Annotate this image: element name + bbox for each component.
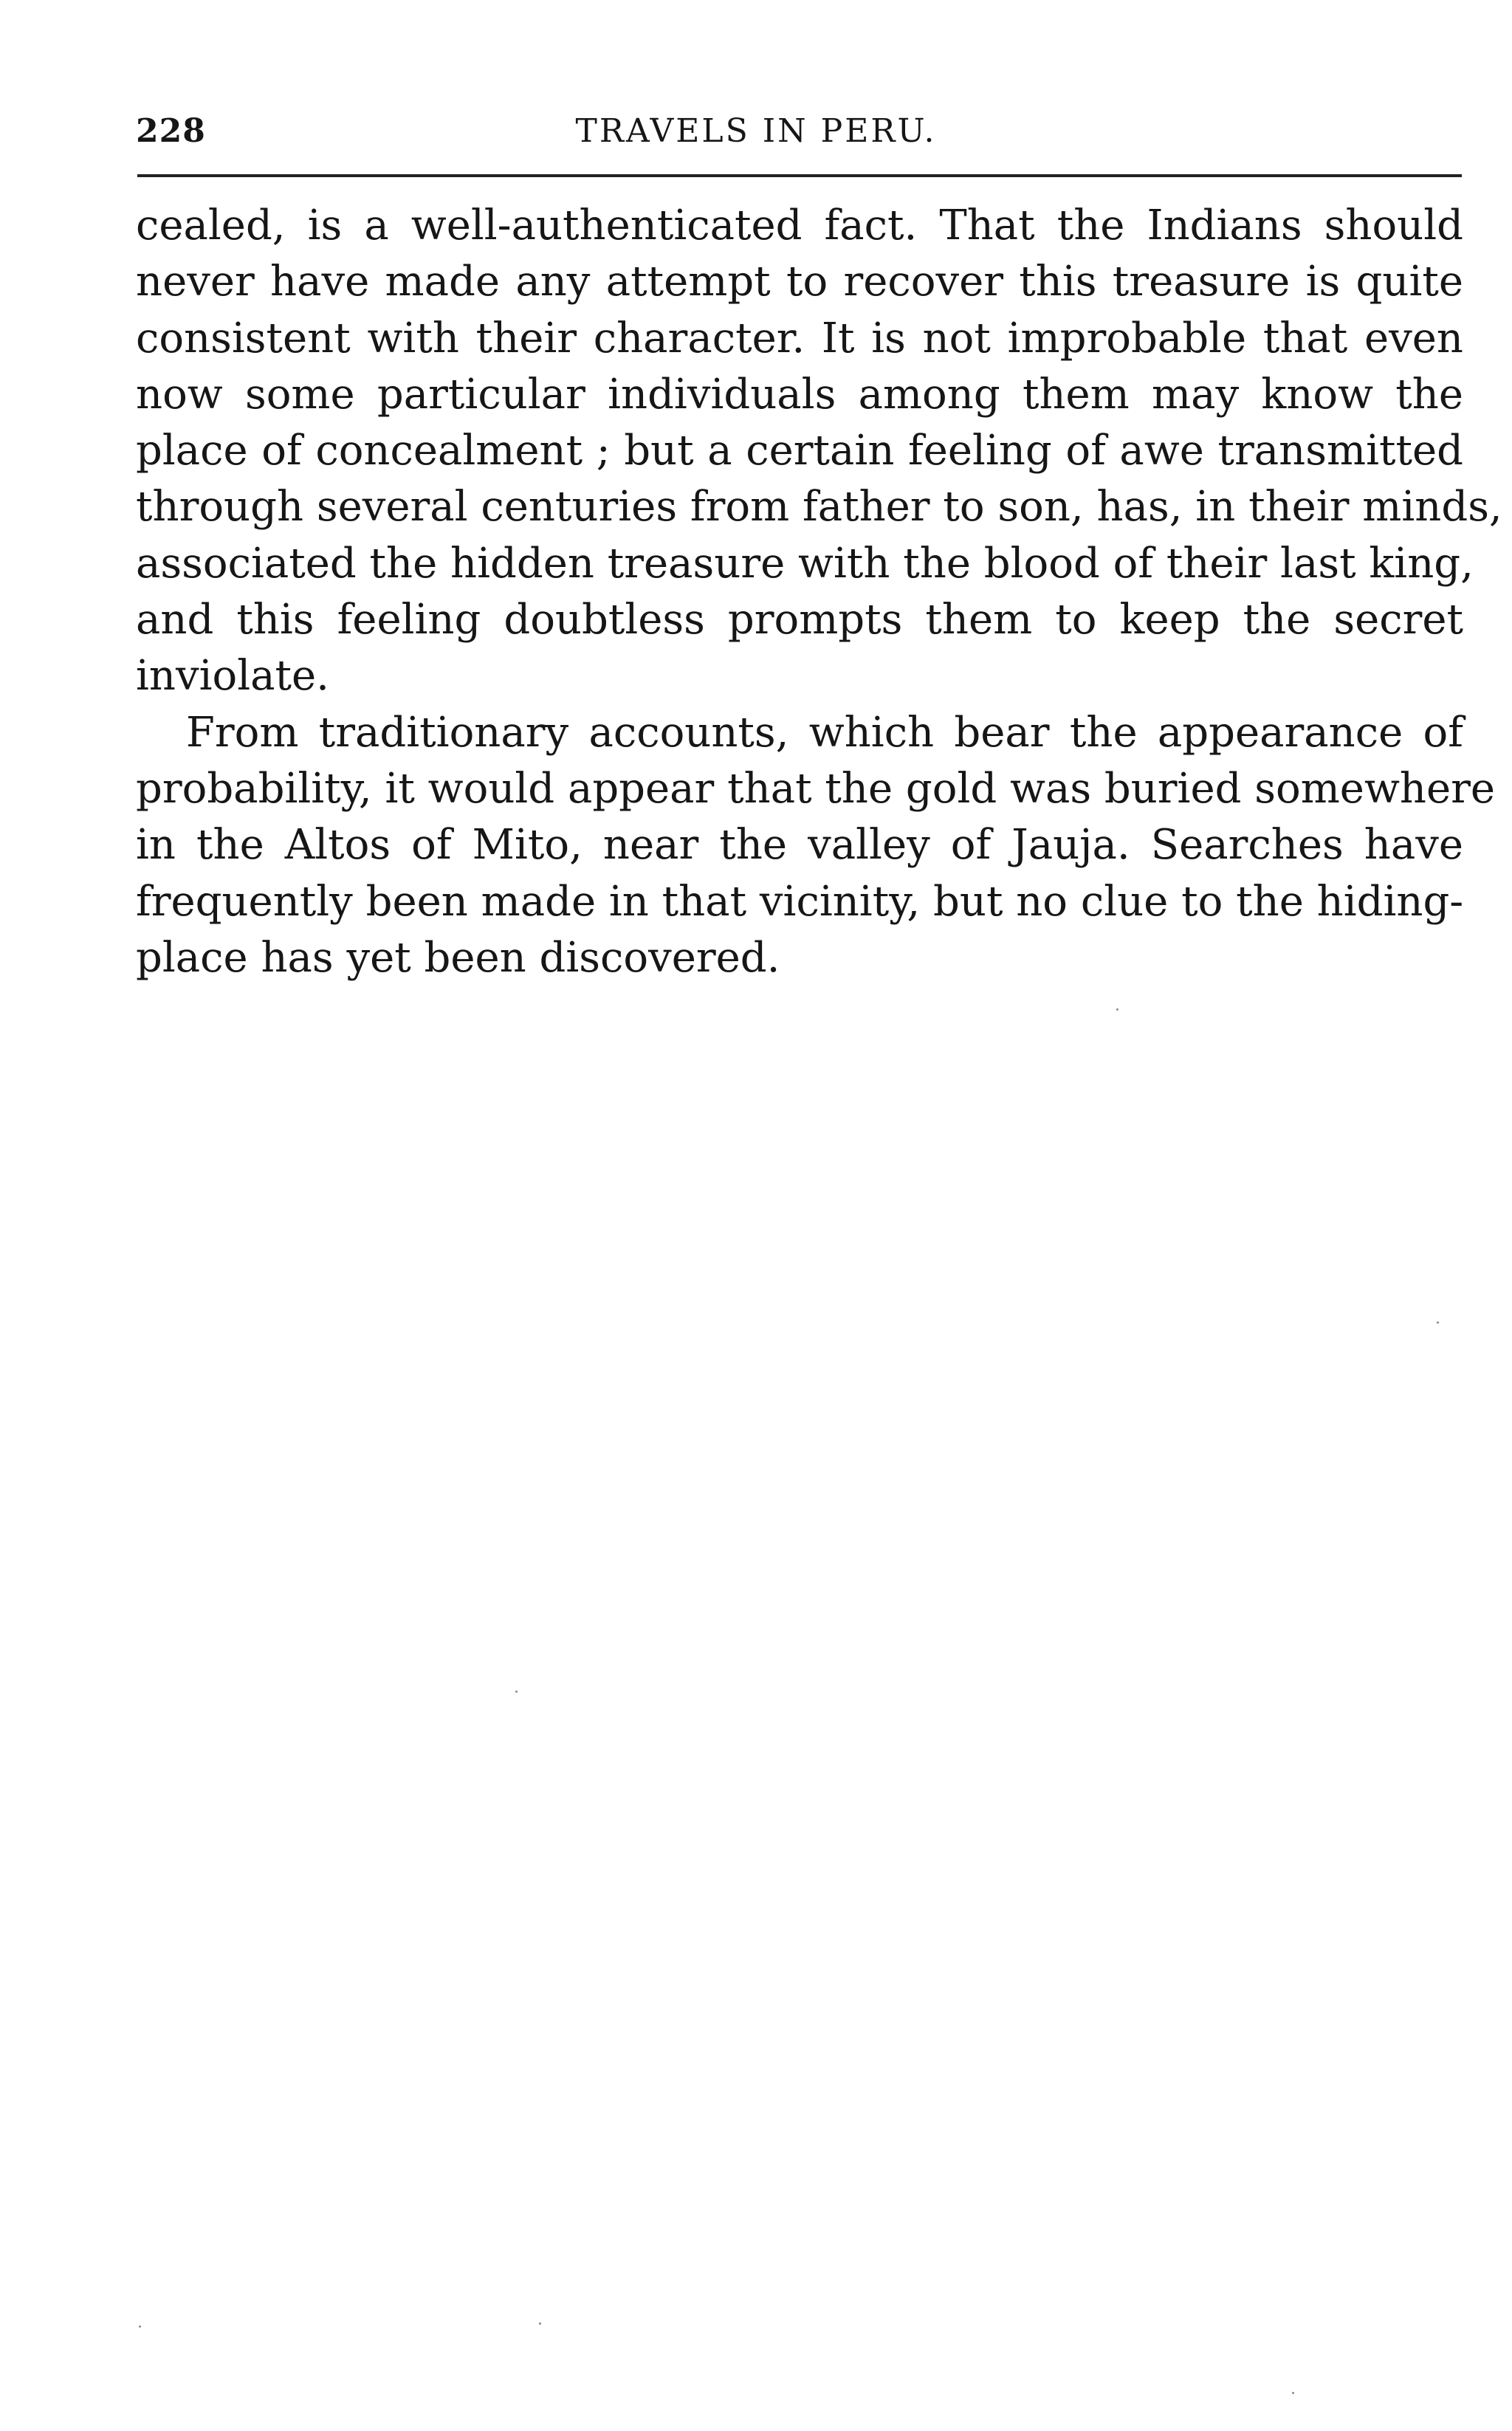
text-line: and this feeling doubtless prompts them to keep the secret: [136, 596, 1463, 644]
scan-speck: [539, 2322, 541, 2325]
scan-speck: [1116, 1008, 1118, 1011]
text-line: associated the hidden treasure with the blood of their last king,: [136, 539, 1474, 588]
text-line: through several centuries from father to son, has, in their minds,: [136, 483, 1502, 532]
text-line: inviolate.: [136, 652, 329, 701]
paragraph-2: [136, 705, 1495, 986]
text-line: cealed, is a well-authenticated fact. That the Indians should: [136, 202, 1463, 250]
text-line: consistent with their character. It is not improbable that even: [136, 314, 1463, 362]
body-text: [136, 198, 1502, 986]
scan-speck: [1437, 1321, 1439, 1324]
text-line: in the Altos of Mito, near the valley of Jauja. Searches have: [136, 821, 1463, 870]
text-line: now some particular individuals among them may know the: [136, 370, 1463, 419]
text-line: probability, it would appear that the gold was buried somewhere: [136, 764, 1495, 813]
scan-speck: [515, 1691, 518, 1693]
text-line: frequently been made in that vicinity, but no clue to the hiding-: [136, 877, 1464, 926]
running-title: TRAVELS IN PERU.: [575, 112, 937, 150]
paragraph-1: [136, 198, 1502, 705]
header-rule: [137, 174, 1462, 177]
text-line: place has yet been discovered.: [136, 933, 780, 982]
scan-speck: [1292, 2392, 1294, 2394]
text-line: never have made any attempt to recover this treasure is quite: [136, 258, 1463, 306]
text-line: From traditionary accounts, which bear the appearance of: [186, 708, 1463, 757]
scan-speck: [139, 2325, 141, 2328]
page-number: 228: [136, 112, 206, 150]
text-line: place of concealment ; but a certain feeling of awe transmitted: [136, 427, 1463, 475]
